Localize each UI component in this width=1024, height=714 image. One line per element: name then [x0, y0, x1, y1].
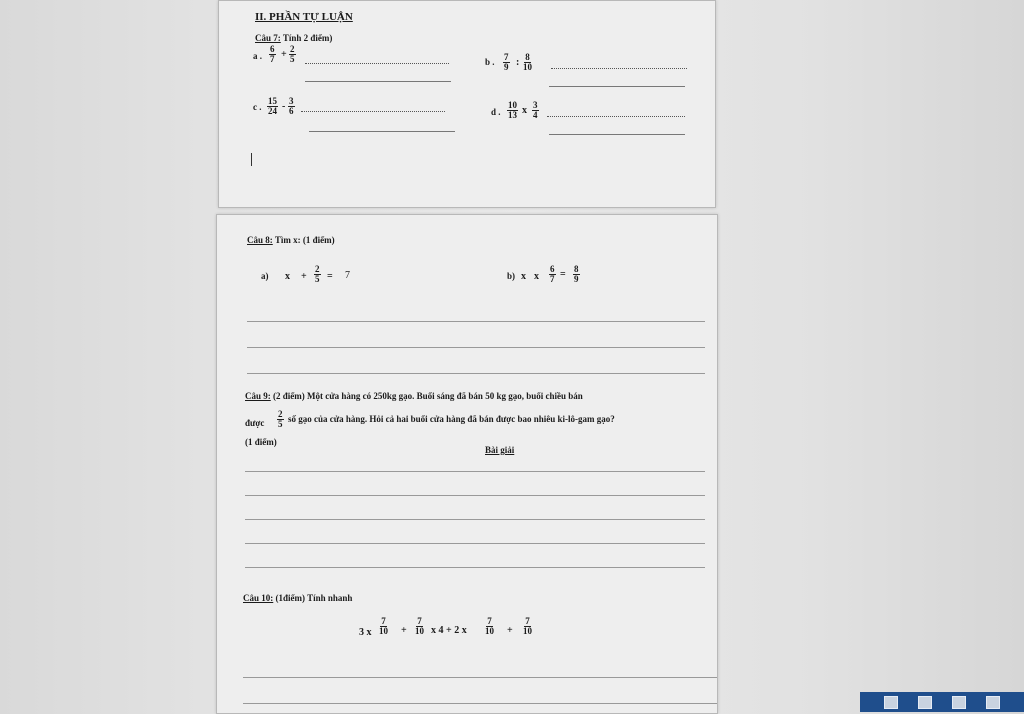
answer-line — [245, 567, 705, 568]
q7d-op: x — [522, 105, 527, 116]
app-icon[interactable] — [884, 696, 898, 709]
q8a-op: + — [301, 271, 307, 282]
answer-line — [245, 543, 705, 544]
q7b-prefix: b . — [485, 57, 495, 67]
app-icon[interactable] — [986, 696, 1000, 709]
num: 10 — [508, 100, 517, 110]
q8-heading — [247, 235, 335, 245]
q8-text: Tìm x: (1 điểm) — [274, 235, 335, 245]
app-icon[interactable] — [952, 696, 966, 709]
answer-line — [551, 68, 687, 69]
q10-frac1 — [379, 617, 388, 636]
q7a-prefix: a . — [253, 51, 262, 61]
den: 9 — [574, 274, 579, 284]
answer-line — [301, 111, 445, 112]
num: 2 — [278, 409, 283, 419]
num: 15 — [268, 96, 277, 106]
num: 7 — [525, 616, 530, 626]
num: 7 — [381, 616, 386, 626]
q7d-frac2 — [532, 101, 539, 120]
num: 8 — [525, 52, 530, 62]
q9-text: (2 điểm) Một cửa hàng có 250kg gạo. Buổi sáng đã bán 50 kg gạo, buổi chiều bán — [273, 391, 583, 401]
num: 7 — [504, 52, 509, 62]
q9-line2-prefix: được — [245, 418, 265, 428]
num: 3 — [289, 96, 294, 106]
q7c-frac1 — [267, 97, 278, 116]
q7d-prefix: d . — [491, 107, 501, 117]
q7a-op: + — [281, 49, 287, 60]
den: 7 — [270, 54, 275, 64]
q8a-rhs: 7 — [345, 270, 350, 281]
answer-line — [549, 134, 685, 135]
num: 8 — [574, 264, 579, 274]
q10-op2: + — [507, 625, 513, 636]
q8b-op: x — [534, 271, 539, 282]
answer-line — [247, 347, 705, 348]
q9-frac — [277, 410, 284, 429]
den: 6 — [289, 106, 294, 116]
answer-line — [305, 63, 449, 64]
q7c-op: - — [282, 101, 286, 112]
section-title: II. PHẦN TỰ LUẬN — [255, 11, 353, 23]
num: 2 — [290, 44, 295, 54]
den: 10 — [485, 626, 494, 636]
q10-frac3 — [485, 617, 494, 636]
q8b-label: b) — [507, 271, 516, 281]
q8a-label: a) — [261, 271, 269, 281]
q9-points: (1 điểm) — [245, 437, 277, 447]
q10-op1: + — [401, 625, 407, 636]
q10-term1: 3 x — [359, 627, 372, 638]
q7-label: Câu 7: — [255, 33, 281, 43]
q8b-x: x — [521, 271, 526, 282]
q8b-rhs — [573, 265, 580, 284]
answer-line — [243, 677, 717, 678]
num: 6 — [550, 264, 555, 274]
answer-line — [247, 373, 705, 374]
q10-heading — [243, 593, 352, 603]
num: 6 — [270, 44, 275, 54]
q10-text: (1điểm) Tính nhanh — [275, 593, 353, 603]
answer-line — [547, 116, 685, 117]
den: 13 — [508, 110, 517, 120]
q7d-frac1 — [507, 101, 518, 120]
text-cursor — [251, 153, 252, 166]
den: 5 — [278, 419, 283, 429]
den: 10 — [523, 626, 532, 636]
answer-line — [245, 519, 705, 520]
q9-solution-label: Bài giải — [485, 445, 515, 455]
q7-text: Tính 2 điểm) — [282, 33, 333, 43]
den: 5 — [290, 54, 295, 64]
taskbar — [860, 692, 1024, 712]
q7b-op: : — [516, 57, 520, 68]
den: 24 — [268, 106, 277, 116]
document-page-2 — [216, 214, 718, 714]
answer-line — [305, 81, 451, 82]
q7b-frac2 — [523, 53, 532, 72]
num: 3 — [533, 100, 538, 110]
q9-line2-suffix: số gạo của cửa hàng. Hỏi cả hai buổi cửa hàng đã bán được bao nhiêu ki-lô-gam gạo? — [288, 414, 615, 424]
num: 7 — [487, 616, 492, 626]
den: 4 — [533, 110, 538, 120]
app-icon[interactable] — [918, 696, 932, 709]
answer-line — [309, 131, 455, 132]
q7a-frac1 — [269, 45, 276, 64]
q10-term2: x 4 + 2 x — [431, 625, 467, 636]
q7c-prefix: c . — [253, 102, 262, 112]
den: 5 — [315, 274, 320, 284]
answer-line — [245, 495, 705, 496]
q8b-frac — [549, 265, 556, 284]
den: 9 — [504, 62, 509, 72]
q9-line1 — [245, 391, 583, 401]
q8a-x: x — [285, 271, 290, 282]
q7c-frac2 — [288, 97, 295, 116]
document-page-1 — [218, 0, 716, 208]
num: 2 — [315, 264, 320, 274]
q7b-frac1 — [503, 53, 510, 72]
den: 7 — [550, 274, 555, 284]
answer-line — [243, 703, 717, 704]
answer-line — [245, 471, 705, 472]
answer-line — [247, 321, 705, 322]
q9-label: Câu 9: — [245, 391, 271, 401]
q10-frac4 — [523, 617, 532, 636]
answer-line — [549, 86, 685, 87]
q8b-eq: = — [560, 269, 566, 280]
q8-label: Câu 8: — [247, 235, 273, 245]
den: 10 — [523, 62, 532, 72]
num: 7 — [417, 616, 422, 626]
q8a-frac — [314, 265, 321, 284]
den: 10 — [379, 626, 388, 636]
q10-frac2 — [415, 617, 424, 636]
q7-heading — [255, 33, 332, 43]
q8a-eq: = — [327, 271, 333, 282]
q7a-frac2 — [289, 45, 296, 64]
den: 10 — [415, 626, 424, 636]
q10-label: Câu 10: — [243, 593, 274, 603]
